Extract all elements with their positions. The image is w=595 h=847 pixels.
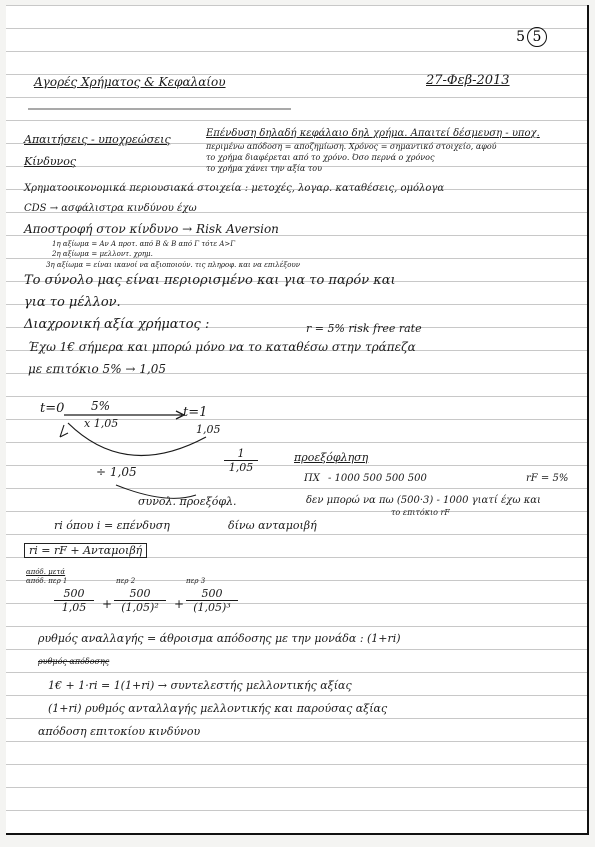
ri-where: ri όπου i = επένδυση <box>54 519 170 532</box>
line-risk-aversion: Αποστροφή στον κίνδυνο → Risk Aversion <box>24 222 279 236</box>
exchange-future-present: (1+ri) ρυθμός ανταλλαγής μελλοντικής και παρούσας αξίας <box>48 702 388 715</box>
timeline-t1: t=1 <box>183 405 208 420</box>
line-time-value: Διαχρονική αξία χρήματος : <box>24 317 210 332</box>
line-time: το χρήμα διαφέρεται από το χρόνο. Όσο περνά ο χρόνος <box>206 153 435 162</box>
notebook-page <box>6 5 589 835</box>
fraction-3-numerator: 500 <box>186 587 238 601</box>
ri-formula-box: ri = rF + Ανταμοιβή <box>24 543 147 558</box>
page-number-text: 5 <box>516 29 525 45</box>
fraction-2-denominator: (1,05)² <box>121 601 159 614</box>
timeline-rate: 5% <box>91 399 111 413</box>
cannot-sum-note-2: το επιτόκιο rF <box>391 508 450 517</box>
plus-sign-2: + <box>174 597 185 611</box>
fraction-3-denominator: (1,05)³ <box>193 601 231 614</box>
line-total: Το σύνολο μας είναι περιορισμένο και για το παρόν και <box>24 273 396 288</box>
future-value-coef: 1€ + 1·ri = 1(1+ri) → συντελεστής μελλοντικής αξίας <box>48 679 352 692</box>
risk-interest-return: απόδοση επιτοκίου κινδύνου <box>38 725 201 738</box>
fraction-2-numerator: 500 <box>114 587 166 601</box>
cannot-sum-note: δεν μπορώ να πω (500·3) - 1000 γιατί έχω και <box>306 495 541 506</box>
ri-reward: δίνω ανταμοιβή <box>228 519 317 532</box>
axiom-2: 2η αξίωμα = μελλοντ. χρημ. <box>52 250 153 258</box>
timeline-value: 1,05 <box>196 423 221 436</box>
return-rate-struck: ρυθμός απόδοσης <box>38 657 110 666</box>
axiom-1: 1η αξίωμα = Αν Α προτ. από Β & Β από Γ τότε Α>Γ <box>52 240 236 248</box>
line-risk-free: r = 5% risk free rate <box>306 322 422 335</box>
line-cds: CDS → ασφάλιστρα κινδύνου έχω <box>24 203 197 214</box>
discount-arc <box>68 423 206 455</box>
risk-free-rate: rF = 5% <box>526 473 569 484</box>
fraction-numerator: 1 <box>224 447 258 461</box>
line-interest: με επιτόκιο 5% → 1,05 <box>28 362 166 376</box>
timeline-divide: ÷ 1,05 <box>96 465 137 479</box>
handwritten-strokes <box>6 5 589 835</box>
line-future: για το μέλλον. <box>24 295 121 310</box>
discount-arc-head <box>60 425 68 437</box>
line-assets: Χρηματοοικονομικά περιουσιακά στοιχεία : μετοχές, λογαρ. καταθέσεις, ομόλογα <box>24 183 445 194</box>
total-discount: συνολ. προεξόφλ. <box>138 495 237 508</box>
line-deposit: Έχω 1€ σήμερα και μπορώ μόνο να το καταθέσω στην τράπεζα <box>28 340 416 354</box>
fraction-label-1: απόδ. μετά <box>26 568 66 576</box>
fraction-label-2: απόδ. περ 1 <box>26 577 68 585</box>
discount-label: προεξόφληση <box>294 451 369 464</box>
timeline-multiply: x 1,05 <box>84 417 119 430</box>
cash-flow-label: ΠΧ <box>304 473 320 484</box>
fraction-denominator: 1,05 <box>228 461 254 474</box>
line-risk: Κίνδυνος <box>24 155 76 168</box>
exchange-rate-line: ρυθμός αναλλαγής = άθροισμα απόδοσης με την μονάδα : (1+ri) <box>38 632 401 645</box>
fraction-label-3: περ 2 <box>116 577 136 585</box>
axiom-3: 3η αξίωμα = είναι ικανοί να αξιοποιούν. τις πληροφ. και να επιλέξουν <box>46 261 300 269</box>
page-date: 27-Φεβ-2013 <box>426 73 510 88</box>
plus-sign-1: + <box>102 597 113 611</box>
fraction-label-4: περ 3 <box>186 577 206 585</box>
page-title: Αγορές Χρήματος & Κεφαλαίου <box>34 75 226 89</box>
fraction-1-numerator: 500 <box>54 587 94 601</box>
page-number-circled: 5 <box>527 27 547 47</box>
fraction-1-denominator: 1,05 <box>61 601 87 614</box>
line-investment: Επένδυση δηλαδή κεφάλαιο δηλ χρήμα. Απαιτεί δέσμευση - υποχ. <box>206 128 540 139</box>
line-value-loss: το χρήμα χάνει την αξία του <box>206 164 322 173</box>
line-claims: Απαιτήσεις - υποχρεώσεις <box>24 133 171 146</box>
timeline-t0: t=0 <box>40 401 65 416</box>
line-return: περιμένω απόδοση = αποζημίωση. Χρόνος = σημαντικό στοιχείο, αφού <box>206 142 497 151</box>
cash-flows: - 1000 500 500 500 <box>328 473 427 484</box>
sum-arc <box>116 485 196 498</box>
